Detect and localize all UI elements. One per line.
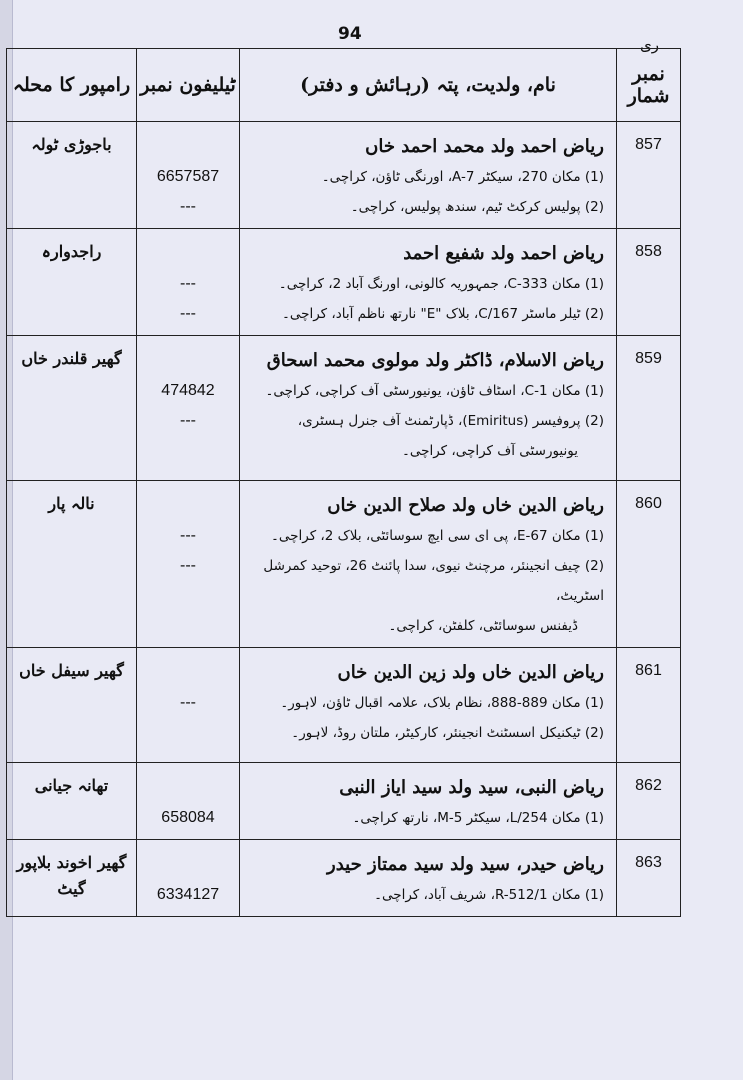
area-name: باجوڑی ٹولہ: [7, 122, 137, 229]
serial-number: 861: [617, 648, 681, 763]
entry-details: [240, 336, 617, 481]
corner-text: ری: [640, 36, 659, 54]
area-name: گھیر قلندر خاں: [7, 336, 137, 481]
area-name: نالہ پار: [7, 481, 137, 648]
serial-number: 858: [617, 229, 681, 336]
phone-number: ---: [180, 198, 196, 215]
person-name: ریاض احمد ولد محمد احمد خاں: [365, 136, 604, 157]
person-name: ریاض الدین خاں ولد صلاح الدین خاں: [327, 495, 604, 516]
person-name: ریاض احمد ولد شفیع احمد: [403, 243, 604, 264]
phone-number: ---: [180, 694, 196, 711]
address-line: یونیورسٹی آف کراچی، کراچی۔: [401, 443, 578, 459]
table-row: [7, 122, 681, 229]
phone-number: 6334127: [156, 886, 220, 903]
header-phone: ٹیلیفون نمبر: [137, 49, 240, 122]
area-name: گھیر سیفل خاں: [7, 648, 137, 763]
phone-number: 474842: [161, 382, 215, 399]
entry-details: [240, 763, 617, 840]
phone-cell: [137, 122, 240, 229]
table-row: [7, 840, 681, 917]
phone-spacer: [137, 229, 239, 269]
phone-spacer: [137, 648, 239, 688]
table-row: [7, 763, 681, 840]
table-body: [7, 122, 681, 917]
table-row: [7, 648, 681, 763]
address-line: (2) ٹیکنیکل اسسٹنٹ انجینئر، کارکیٹر، ملتان روڈ، لاہور۔: [291, 725, 604, 741]
area-name: گھیر اخوند بلاپور گیٹ: [7, 840, 137, 917]
serial-number: 862: [617, 763, 681, 840]
address-line: ڈیفنس سوسائٹی، کلفٹن، کراچی۔: [388, 618, 578, 634]
phone-spacer: [137, 122, 239, 162]
table-row: [7, 229, 681, 336]
header-serial: نمبر شمار: [617, 49, 681, 122]
phone-cell: [137, 481, 240, 648]
serial-number: 859: [617, 336, 681, 481]
header-area: رامپور کا محلہ: [7, 49, 137, 122]
phone-number: ---: [180, 527, 196, 544]
address-line: (1) مکان C-333، جمہوریہ کالونی، اورنگ آباد 2، کراچی۔: [278, 276, 604, 292]
phone-number: 658084: [161, 809, 215, 826]
phone-cell: [137, 840, 240, 917]
phone-cell: [137, 648, 240, 763]
register-table: [6, 48, 681, 917]
person-name: ریاض الدین خاں ولد زین الدین خاں: [337, 662, 604, 683]
person-name: ریاض حیدر، سید ولد سید ممتاز حیدر: [327, 854, 604, 875]
page-number: 94: [338, 24, 362, 44]
table-row: [7, 481, 681, 648]
address-line: (2) چیف انجینئر، مرچنٹ نیوی، سدا پائنٹ 26، توحید کمرشل اسٹریٹ،: [263, 558, 604, 604]
phone-spacer: [137, 763, 239, 803]
address-line: (1) مکان R-512/1، شریف آباد، کراچی۔: [374, 887, 604, 903]
address-line: (2) پروفیسر (Emiritus)، ڈپارٹمنٹ آف جنرل ہسٹری،: [297, 413, 604, 429]
entry-details: [240, 648, 617, 763]
phone-number: ---: [180, 305, 196, 322]
address-line: (1) مکان 270، سیکٹر A-7، اورنگی ٹاؤن، کراچی۔: [321, 169, 604, 185]
phone-spacer: [137, 840, 239, 880]
phone-number: [137, 581, 239, 611]
phone-number: [137, 436, 239, 466]
phone-number: 6657587: [156, 168, 220, 185]
phone-number: ---: [180, 275, 196, 292]
serial-number: 857: [617, 122, 681, 229]
phone-cell: [137, 229, 240, 336]
area-name: راجدوارہ: [7, 229, 137, 336]
person-name: ریاض الاسلام، ڈاکٹر ولد مولوی محمد اسحاق: [266, 350, 604, 371]
phone-cell: [137, 763, 240, 840]
address-line: (1) مکان L/254، سیکٹر M-5، نارتھ کراچی۔: [352, 810, 604, 826]
phone-number: [137, 718, 239, 748]
entry-details: [240, 840, 617, 917]
table-row: [7, 336, 681, 481]
serial-number: 863: [617, 840, 681, 917]
address-line: (1) مکان 889-888، نظام بلاک، علامہ اقبال ٹاؤن، لاہور۔: [280, 695, 604, 711]
phone-spacer: [137, 336, 239, 376]
serial-number: 860: [617, 481, 681, 648]
phone-number: ---: [180, 412, 196, 429]
address-line: (1) مکان E-67، پی ای سی ایچ سوسائٹی، بلاک 2، کراچی۔: [271, 528, 604, 544]
phone-cell: [137, 336, 240, 481]
entry-details: [240, 481, 617, 648]
phone-number: ---: [180, 557, 196, 574]
person-name: ریاض النبی، سید ولد سید ایاز النبی: [339, 777, 604, 798]
address-line: (2) پولیس کرکٹ ٹیم، سندھ پولیس، کراچی۔: [350, 199, 604, 215]
area-name: تھانہ جیانی: [7, 763, 137, 840]
entry-details: [240, 229, 617, 336]
header-name: نام، ولدیت، پتہ (رہائش و دفتر): [240, 49, 617, 122]
entry-details: [240, 122, 617, 229]
address-line: (2) ٹیلر ماسٹر C/167، بلاک "E" نارتھ ناظم آباد، کراچی۔: [281, 306, 604, 322]
table-header-row: [7, 49, 681, 122]
phone-spacer: [137, 481, 239, 521]
address-line: (1) مکان C-1، اسٹاف ٹاؤن، یونیورسٹی آف کراچی، کراچی۔: [265, 383, 604, 399]
